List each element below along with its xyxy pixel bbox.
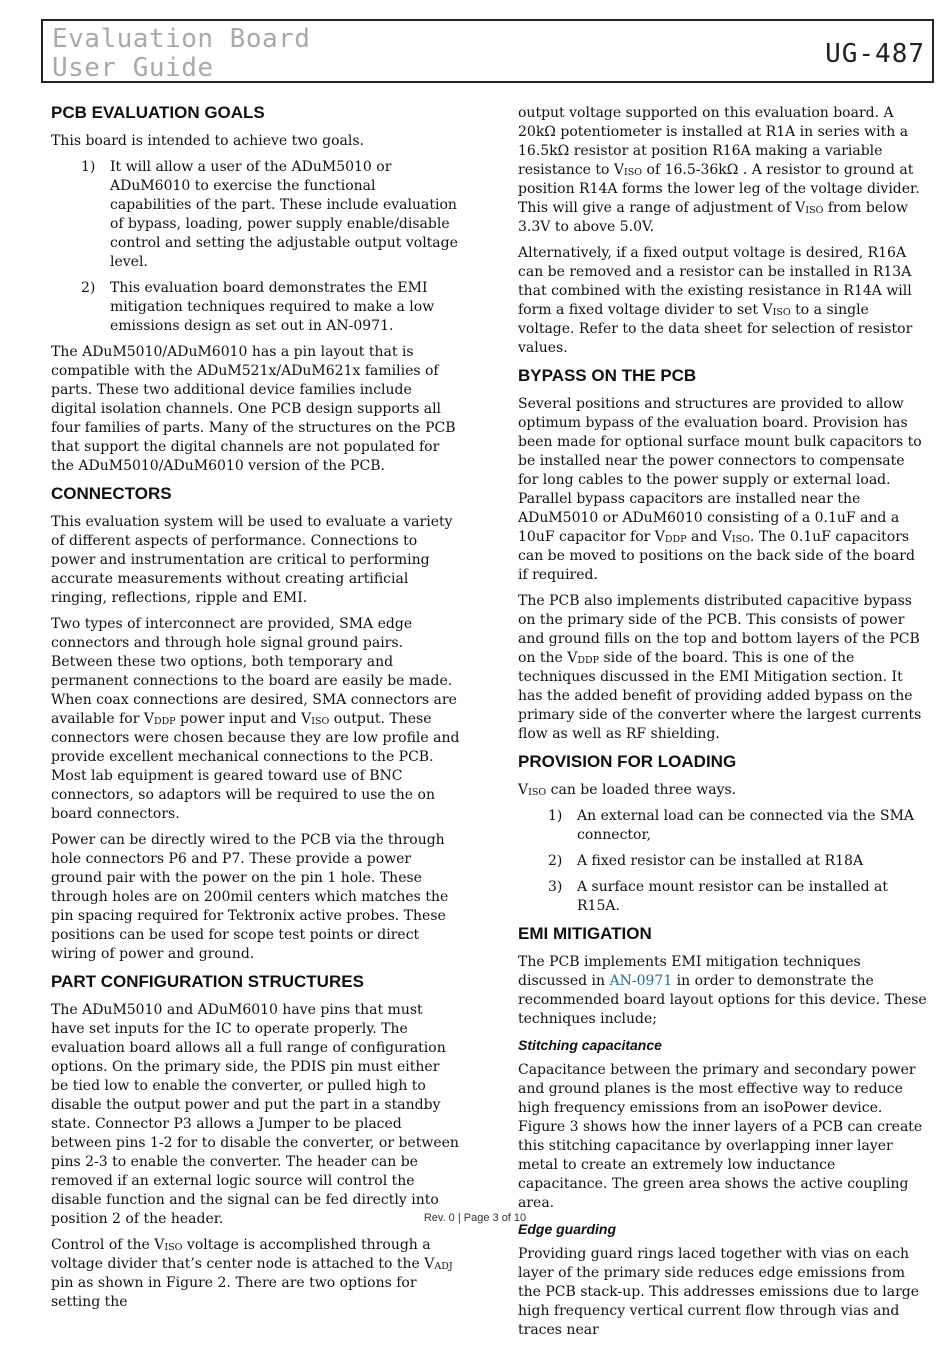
list-item <box>518 878 927 916</box>
subheading-stitching: Stitching capacitance <box>518 1037 662 1053</box>
emi-paragraph <box>518 953 927 1029</box>
subscript: ISO <box>164 1242 183 1253</box>
text-run: from below 3.3V to above 5.0V. <box>518 200 909 235</box>
list-item <box>51 279 460 336</box>
text-run: voltage is accomplished through a voltage divider that’s center node is attached to the V <box>51 1237 435 1272</box>
subscript: DDP <box>664 534 687 545</box>
loading-intro <box>518 781 927 800</box>
section-heading-loading: PROVISION FOR LOADING <box>518 752 737 771</box>
continued-paragraph-1 <box>518 104 927 237</box>
list-text: An external load can be connected via the SMA connector, <box>577 808 915 843</box>
connectors-paragraph-1: This evaluation system will be used to evaluate a variety of different aspects of performance. Connections to power and instrumentation are critical to performing accurate measurements without creating artificial ringing, reflections, ripple and EMI. <box>51 514 453 606</box>
subscript: ISO <box>624 167 643 178</box>
text-run: in order to demonstrate the recommended board layout options for this device. These techniques include; <box>518 973 927 1027</box>
loading-list <box>518 807 927 916</box>
connectors-paragraph-3: Power can be directly wired to the PCB via the through hole connectors P6 and P7. These provide a power ground pair with the power on the pin 1 hole. These through holes are on 200mil centers which matches the pin spacing required for Tektronix active probes. These positions can be used for scope test points or direct wiring of power and ground. <box>51 832 449 962</box>
section-heading-bypass: BYPASS ON THE PCB <box>518 366 697 385</box>
list-number: 2) <box>548 853 563 869</box>
text-run: Several positions and structures are provided to allow optimum bypass of the evaluation board. Provision has been made for optional surface mount bulk capacitors to be installed near the power connectors to compensate for long cables to the power supply or external load. Parallel bypass capacitors are installed near the ADuM5010 or ADuM6010 consisting of a 0.1uF and a 10uF capacitor for V <box>518 396 922 545</box>
list-number: 1) <box>548 808 563 824</box>
text-run: V <box>518 782 529 798</box>
text-run: of 16.5-36kΩ . A resistor to ground at position R14A forms the lower leg of the voltage divider. This will give a range of adjustment of V <box>518 162 920 216</box>
text-run: Alternatively, if a fixed output voltage is desired, R16A can be removed and a resistor can be installed in R13A that combined with the existing resistance in R14A will form a fixed voltage divider to set V <box>518 245 912 318</box>
list-number: 2) <box>81 280 96 296</box>
document-title-line2: User Guide <box>52 53 214 83</box>
text-run: The PCB implements EMI mitigation techniques discussed in <box>518 954 861 989</box>
list-item <box>518 852 927 871</box>
text-run: . The 0.1uF capacitors can be moved to positions on the back side of the board if required. <box>518 529 915 583</box>
subscript: ADJ <box>434 1261 453 1272</box>
section-heading-part-configuration: PART CONFIGURATION STRUCTURES <box>51 972 364 991</box>
an-0971-link[interactable]: AN-0971 <box>609 973 673 989</box>
subscript: ISO <box>772 307 791 318</box>
subscript: ISO <box>805 205 824 216</box>
list-item <box>51 158 460 272</box>
text-run: to a single voltage. Refer to the data sheet for selection of resistor values. <box>518 302 913 356</box>
subscript: DDP <box>577 655 600 666</box>
list-text: A surface mount resistor can be installed at R15A. <box>577 879 889 914</box>
list-item <box>518 807 927 845</box>
text-run: Control of the V <box>51 1237 165 1253</box>
connectors-paragraph-2 <box>51 615 460 824</box>
list-text: It will allow a user of the ADuM5010 or ADuM6010 to exercise the functional capabilities of the part. These include evaluation of bypass, loading, power supply enable/disable control and setting the adjustable output voltage level. <box>110 159 458 270</box>
bypass-paragraph-1 <box>518 395 927 585</box>
document-title <box>52 25 310 83</box>
right-column <box>518 104 927 1347</box>
document-header <box>41 19 934 83</box>
goals-paragraph: The ADuM5010/ADuM6010 has a pin layout that is compatible with the ADuM521x/ADuM621x families of parts. These two additional device families include digital isolation channels. One PCB design supports all four families of parts. Many of the structures on the PCB that support the digital channels are not populated for the ADuM5010/ADuM6010 version of the PCB. <box>51 344 456 474</box>
section-heading-goals: PCB EVALUATION GOALS <box>51 103 265 122</box>
part-paragraph-1: The ADuM5010 and ADuM6010 have pins that must have set inputs for the IC to operate properly. The evaluation board allows all a full range of configuration options. On the primary side, the PDIS pin must either be tied low to enable the converter, or pulled high to disable the output power and put the part in a standby state. Connector P3 allows a Jumper to be placed between pins 1-2 for to disable the converter, or between pins 2-3 to enable the converter. The header can be removed if an external logic source will control the disable function and the signal can be fed directly into position 2 of the header. <box>51 1002 459 1227</box>
subscript: ISO <box>311 716 330 727</box>
text-run: side of the board. This is one of the techniques discussed in the EMI Mitigation section. It has the added benefit of providing added bypass on the primary side of the converter where the largest currents flow as well as RF shielding. <box>518 650 922 742</box>
subheading-edge-guarding: Edge guarding <box>518 1221 616 1237</box>
stitching-paragraph: Capacitance between the primary and secondary power and ground planes is the most effective way to reduce high frequency emissions from an isoPower device. Figure 3 shows how the inner layers of a PCB can create this stitching capacitance by overlapping inner layer metal to create an extremely low inductance capacitance. The green area shows the active coupling area. <box>518 1062 923 1211</box>
subscript: DDP <box>153 716 176 727</box>
edge-guarding-paragraph: Providing guard rings laced together with vias on each layer of the primary side reduces edge emissions from the PCB stack-up. This addresses emissions due to large high frequency vertical current flow through vias and traces near <box>518 1246 920 1338</box>
continued-paragraph-2 <box>518 244 927 358</box>
document-title-line1: Evaluation Board <box>52 24 311 54</box>
document-id: UG-487 <box>825 39 925 69</box>
part-paragraph-2 <box>51 1236 460 1312</box>
text-run: Two types of interconnect are provided, SMA edge connectors and through hole signal ground pairs. Between these two options, both temporary and permanent connections to the board are easily be made. When coax connections are desired, SMA connectors are available for V <box>51 616 457 727</box>
section-heading-connectors: CONNECTORS <box>51 484 172 503</box>
list-text: A fixed resistor can be installed at R18A <box>577 853 864 869</box>
text-run: and V <box>686 529 732 545</box>
page-footer: Rev. 0 | Page 3 of 10 <box>423 1212 527 1224</box>
list-text: This evaluation board demonstrates the EMI mitigation techniques required to make a low emissions design as set out in AN-0971. <box>110 280 435 334</box>
text-run: pin as shown in Figure 2. There are two options for setting the <box>51 1275 417 1310</box>
text-run: can be loaded three ways. <box>546 782 737 798</box>
text-run: output voltage supported on this evaluation board. A 20kΩ potentiometer is installed at R1A in series with a 16.5kΩ resistor at position R16A making a variable resistance to V <box>518 105 909 178</box>
section-heading-emi: EMI MITIGATION <box>518 924 652 943</box>
bypass-paragraph-2 <box>518 592 927 744</box>
goals-intro: This board is intended to achieve two goals. <box>51 133 364 149</box>
text-run: output. These connectors were chosen because they are low profile and provide excellent mechanical connections to the PCB. Most lab equipment is geared toward use of BNC connectors, so adaptors will be required to use the on board connectors. <box>51 711 460 822</box>
subscript: ISO <box>731 534 750 545</box>
goals-list <box>51 158 460 336</box>
subscript: ISO <box>528 787 547 798</box>
text-run: The PCB also implements distributed capacitive bypass on the primary side of the PCB. This consists of power and ground fills on the top and bottom layers of the PCB on the V <box>518 593 920 666</box>
list-number: 3) <box>548 879 563 895</box>
list-number: 1) <box>81 159 96 175</box>
left-column <box>51 100 460 1319</box>
text-run: power input and V <box>175 711 312 727</box>
